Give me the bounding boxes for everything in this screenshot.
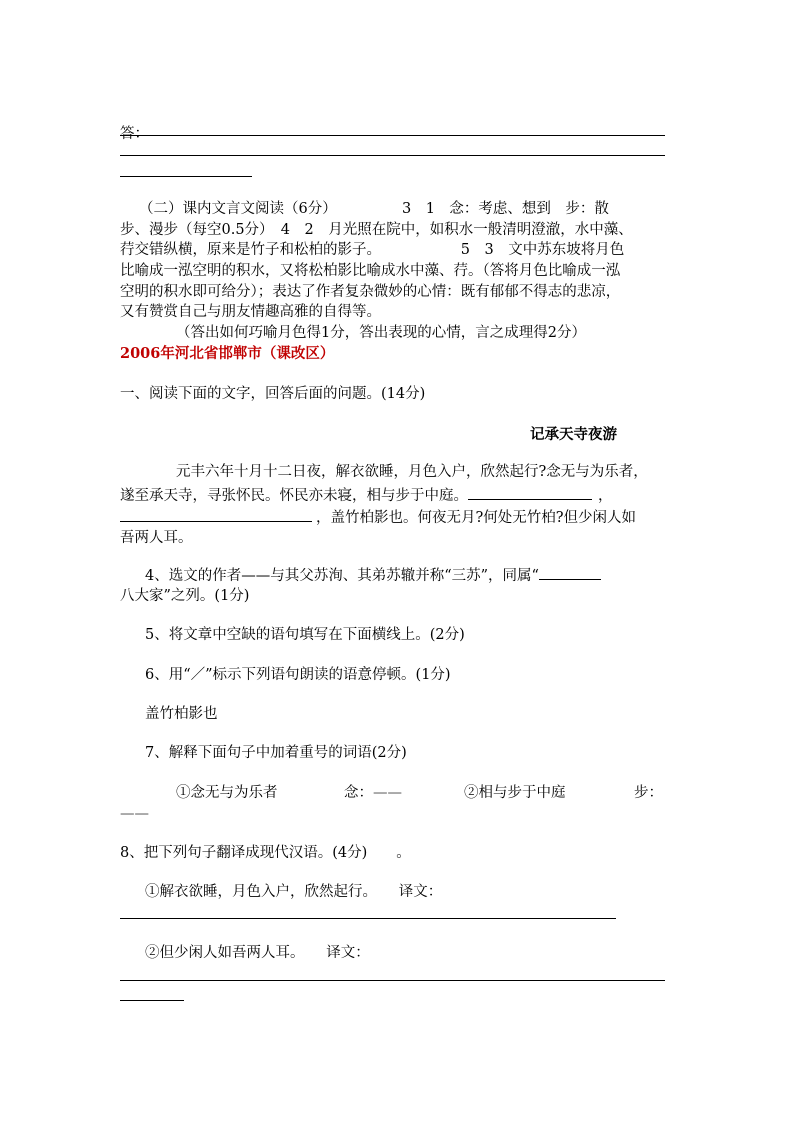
question-8-item-1: ①解衣欲睡，月色入户，欣然起行。 译文： bbox=[145, 884, 443, 900]
question-7-item-1: ①念无与为乐者 bbox=[176, 785, 278, 801]
question-5: 5、将文章中空缺的语句填写在下面横线上。(2分) bbox=[145, 627, 465, 643]
section2-line-4: 比喻成一泓空明的积水，又将松柏影比喻成水中藻、荇。（答将月色比喻成一泓 bbox=[120, 263, 621, 279]
passage-line-2 bbox=[120, 485, 613, 506]
section2-line-2: 步、漫步（每空0.5分） 4 2 月光照在院中，如积水一般清明澄澈，水中藻、 bbox=[120, 222, 633, 238]
answer-line-3 bbox=[120, 176, 252, 177]
question-4-line-2: 八大家”之列。(1分) bbox=[120, 588, 250, 604]
question-8-item-2-answer-line-2[interactable] bbox=[120, 1000, 184, 1001]
answer-label: 答： bbox=[120, 126, 149, 142]
section2-line-3: 荇交错纵横，原来是竹子和松柏的影子。 5 3 文中苏东坡将月色 bbox=[120, 242, 625, 258]
passage-line-3-tail: ，盖竹柏影也。何夜无月?何处无竹柏?但少闲人如 bbox=[316, 510, 637, 526]
region-heading: 2006年河北省邯郸市（课改区） bbox=[120, 345, 335, 362]
section2-line-5: 空明的积水即可给分）；表达了作者复杂微妙的心情：既有郁郁不得志的悲凉， bbox=[120, 284, 621, 300]
question-8-item-1-answer-line[interactable] bbox=[120, 918, 616, 919]
passage-blank-1[interactable] bbox=[468, 485, 592, 500]
question-6: 6、用“／”标示下列语句朗读的语意停顿。(1分) bbox=[145, 667, 451, 683]
passage-blank-2[interactable] bbox=[120, 507, 312, 522]
question-7-item-1-label bbox=[344, 783, 402, 803]
question-1-intro: 一、阅读下面的文字，回答后面的问题。(14分) bbox=[120, 386, 426, 402]
answer-line-1 bbox=[120, 135, 665, 136]
question-8-item-2: ②但少闲人如吾两人耳。 译文： bbox=[145, 945, 370, 961]
section2-line-1: （二）课内文言文阅读（6分） 3 1 念：考虑、想到 步：散 bbox=[139, 201, 609, 217]
passage-title: 记承天寺夜游 bbox=[530, 426, 617, 443]
section2-line-7: （答出如何巧喻月色得1分，答出表现的心情，言之成理得2分） bbox=[176, 325, 586, 341]
answer-line-2 bbox=[120, 155, 665, 156]
question-7-item-1-key: 念： bbox=[344, 785, 373, 801]
question-7-item-1-blank[interactable]: —— bbox=[373, 785, 402, 801]
passage-line-1: 元丰六年十月十二日夜，解衣欲睡，月色入户，欣然起行?念无与为乐者， bbox=[176, 464, 648, 480]
question-8-item-2-answer-line-1[interactable] bbox=[120, 980, 665, 981]
question-4-line-1 bbox=[145, 565, 601, 586]
question-4-blank[interactable] bbox=[539, 565, 601, 580]
question-8: 8、把下列句子翻译成现代汉语。(4分) 。 bbox=[120, 845, 411, 861]
passage-line-2-text: 遂至承天寺，寻张怀民。怀民亦未寝，相与步于中庭。 bbox=[120, 488, 468, 504]
question-7: 7、解释下面句子中加着重号的词语(2分) bbox=[145, 745, 407, 761]
question-7-item-2-blank[interactable]: —— bbox=[120, 806, 149, 822]
question-6-sentence: 盖竹柏影也 bbox=[145, 706, 218, 722]
section2-line-6: 又有赞赏自己与朋友情趣高雅的自得等。 bbox=[120, 304, 381, 320]
question-7-item-2-label: 步： bbox=[634, 785, 663, 801]
question-4-text: 4、选文的作者——与其父苏洵、其弟苏辙并称“三苏”，同属“ bbox=[145, 568, 539, 584]
question-7-item-2: ②相与步于中庭 bbox=[464, 785, 566, 801]
passage-line-3 bbox=[120, 507, 636, 528]
passage-line-2-tail: ， bbox=[598, 488, 613, 504]
passage-line-4: 吾两人耳。 bbox=[120, 530, 193, 546]
